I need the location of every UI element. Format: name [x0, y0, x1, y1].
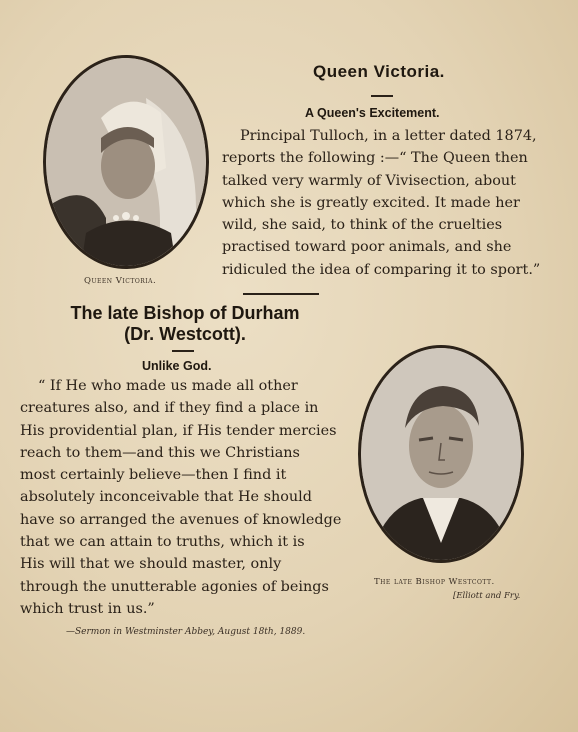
bishop-quote-line: His will that we should master, only [20, 556, 282, 573]
photo-credit: [Elliott and Fry. [453, 591, 521, 601]
bishop-quote-line: most certainly believe—then I find it [20, 467, 287, 484]
bishop-quote-line: absolutely inconceivable that He should [20, 489, 313, 506]
bishop-portrait-caption: The late Bishop Westcott. [374, 577, 495, 587]
bishop-quote-line: His providential plan, if His tender mercies [20, 422, 337, 439]
queen-quote-line: practised toward poor animals, and she [222, 239, 512, 256]
queen-victoria-portrait [43, 55, 209, 269]
queen-portrait-caption: Queen Victoria. [84, 276, 157, 286]
bishop-quote-line: reach to them—and this we Christians [20, 444, 300, 461]
bishop-quote-line: creatures also, and if they find a place in [20, 400, 319, 417]
queen-victoria-title: Queen Victoria. [313, 62, 445, 81]
portrait-queen-image [46, 58, 206, 266]
portrait-bishop-image [361, 348, 521, 560]
queen-quote-line: reports the following :—“ The Queen then [222, 150, 528, 167]
bishop-subhead: Unlike God. [142, 359, 212, 373]
queen-quote [222, 125, 540, 281]
bishop-title-line1: The late Bishop of Durham [70, 303, 300, 323]
queen-quote-line: talked very warmly of Vivisection, about [222, 172, 516, 189]
bishop-westcott-portrait [358, 345, 524, 563]
bishop-quote [20, 375, 341, 620]
bishop-quote-line: that we can attain to truths, which it is [20, 534, 305, 551]
bishop-title-line2: (Dr. Westcott). [124, 324, 246, 344]
rule-under-queen-title [371, 95, 393, 97]
bishop-quote-line: through the unutterable agonies of beings [20, 578, 329, 595]
queen-quote-line: ridiculed the idea of comparing it to sport.” [222, 261, 541, 278]
queen-quote-line: Principal Tulloch, in a letter dated 1874, [240, 128, 537, 144]
queen-quote-line: wild, she said, to think of the cruelties [222, 217, 503, 234]
bishop-quote-line: have so arranged the avenues of knowledge [20, 511, 342, 528]
queen-subhead: A Queen's Excitement. [305, 106, 440, 120]
queen-quote-line: which she is greatly excited. It made her [222, 194, 520, 211]
sermon-source: —Sermon in Westminster Abbey, August 18th, 1889. [66, 627, 306, 637]
bishop-quote-line: “ If He who made us made all other [38, 378, 298, 394]
section-divider [243, 293, 319, 295]
bishop-title [40, 303, 330, 345]
rule-under-bishop-title [172, 350, 194, 352]
bishop-quote-line: which trust in us.” [20, 600, 155, 617]
